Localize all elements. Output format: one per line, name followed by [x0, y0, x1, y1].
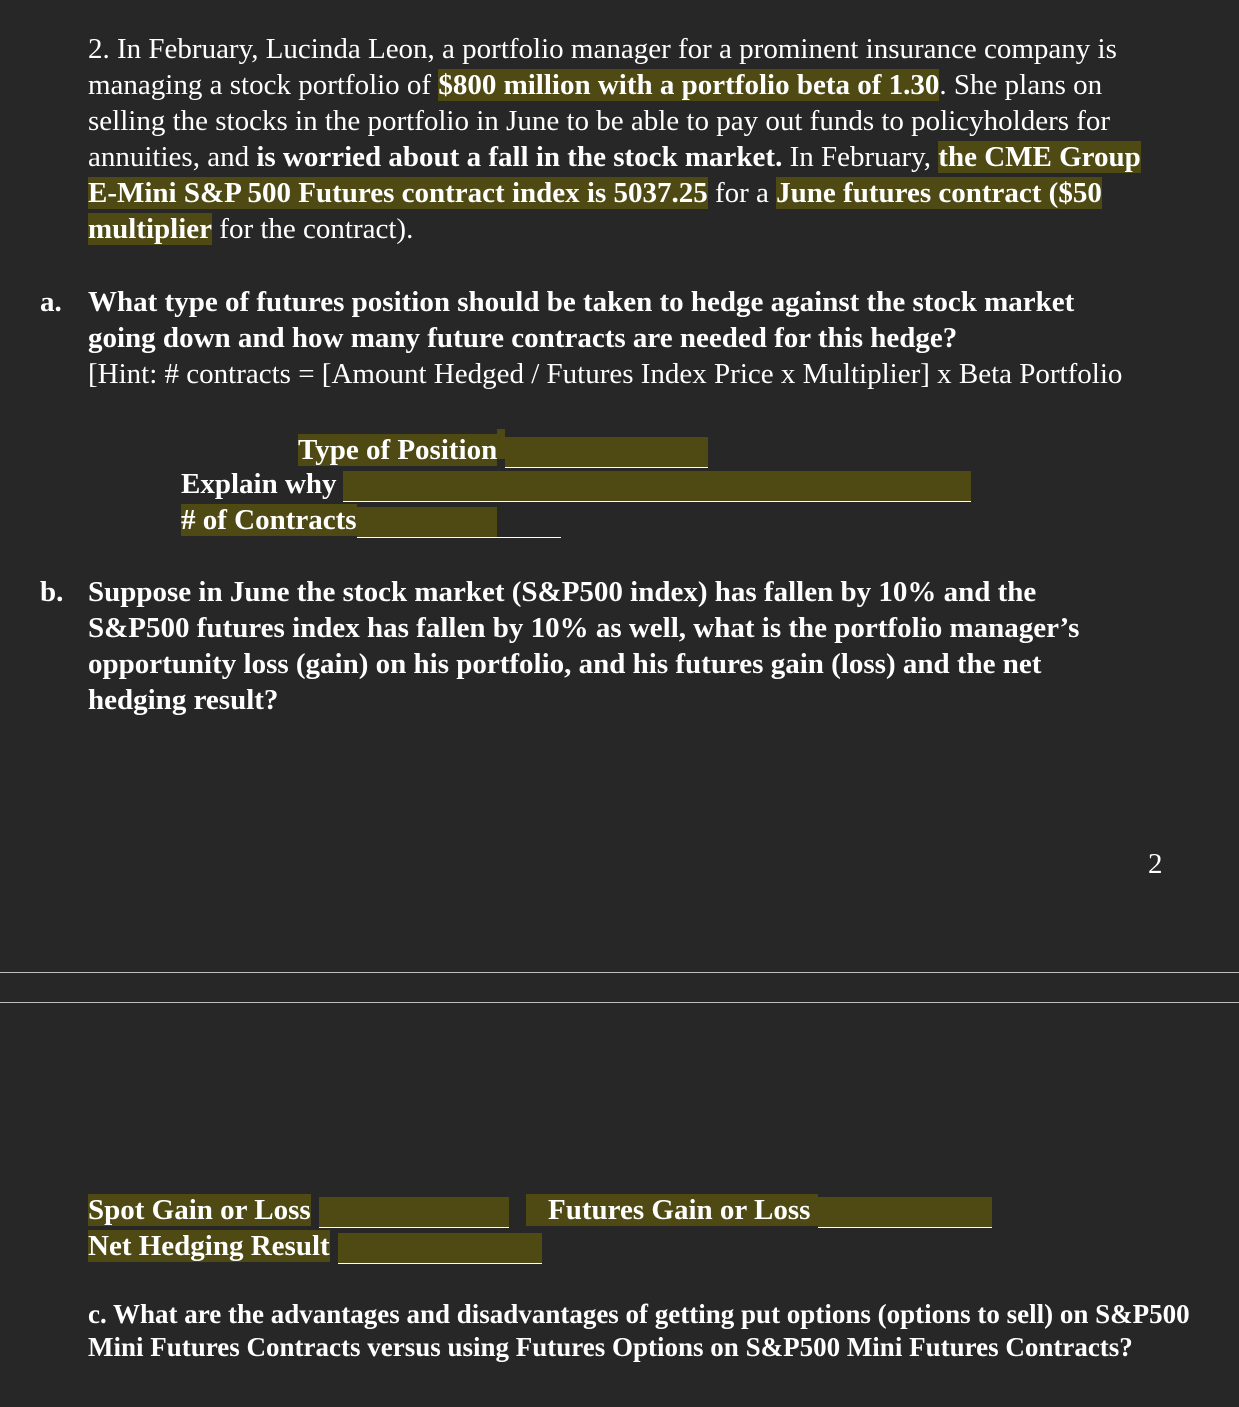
question-text-5: for the contract). [219, 213, 414, 245]
type-of-position-row [298, 429, 708, 468]
net-hedging-row [88, 1228, 542, 1264]
highlight-index: the CME Group E-Mini S&P 500 Futures contract index is 5037.25 [88, 141, 1141, 209]
futures-gain-row [526, 1192, 992, 1228]
page-divider-top [0, 972, 1239, 973]
part-c-question: c. What are the advantages and disadvantages of getting put options (options to sell) on S&P500 Mini Futures Contracts versus using Futures Options on S&P500 Mini Futures Contracts? [88, 1299, 1190, 1362]
net-hedging-answer[interactable] [338, 1233, 542, 1264]
page-number: 2 [1148, 848, 1163, 880]
part-a-question: What type of futures position should be taken to hedge against the stock market going down and how many future contracts are needed for this hedge? [88, 286, 1075, 354]
explain-why-row [181, 466, 971, 502]
type-of-position-gap [497, 429, 505, 459]
question-text-1: In February, Lucinda Leon, a portfolio manager for a prominent insurance company is managing a stock portfolio of [88, 33, 1117, 101]
part-b-marker: b. [40, 576, 64, 608]
futures-gain-answer[interactable] [818, 1197, 992, 1228]
question-text-2: . She plans on selling the stocks in the portfolio in June to be able to pay out funds to policyholders for annuities, and [88, 69, 1111, 173]
part-a-marker: a. [40, 286, 62, 318]
contracts-row [181, 502, 561, 538]
contracts-label: # of Contracts [181, 504, 357, 536]
part-a-hint: [Hint: # contracts = [Amount Hedged / Futures Index Price x Multiplier] x Beta Portfolio [88, 358, 1123, 390]
type-of-position-label: Type of Position [298, 434, 498, 466]
spot-gain-answer[interactable] [319, 1197, 509, 1228]
question-text-4: for a [714, 177, 769, 209]
contracts-answer-filled[interactable] [357, 507, 497, 538]
question-text-3: In February, [789, 141, 932, 173]
type-of-position-answer[interactable] [505, 437, 708, 468]
part-b-question: Suppose in June the stock market (S&P500 index) has fallen by 10% and the S&P500 futures index has fallen by 10% as well, what is the portfolio manager’s opportunity loss (gain) on his portfolio, and his futures gain (loss) and the net hedging result? [88, 576, 1080, 716]
explain-why-answer[interactable] [343, 471, 971, 502]
question-number: 2. [88, 33, 110, 65]
page-divider-bottom [0, 1002, 1239, 1003]
futures-gain-label: Futures Gain or Loss [526, 1194, 818, 1226]
spot-gain-label: Spot Gain or Loss [88, 1194, 311, 1226]
highlight-portfolio: $800 million with a portfolio beta of 1.30 [438, 69, 940, 101]
worried-text: is worried about a fall in the stock market. [256, 141, 783, 173]
part-a [88, 284, 1148, 392]
spot-gain-row [88, 1192, 509, 1228]
highlight-contract: June futures contract ($50 multiplier [88, 177, 1102, 245]
contracts-answer-blank[interactable] [497, 507, 561, 538]
net-hedging-label: Net Hedging Result [88, 1230, 330, 1262]
question-2 [88, 31, 1148, 247]
explain-why-label: Explain why [181, 468, 337, 500]
